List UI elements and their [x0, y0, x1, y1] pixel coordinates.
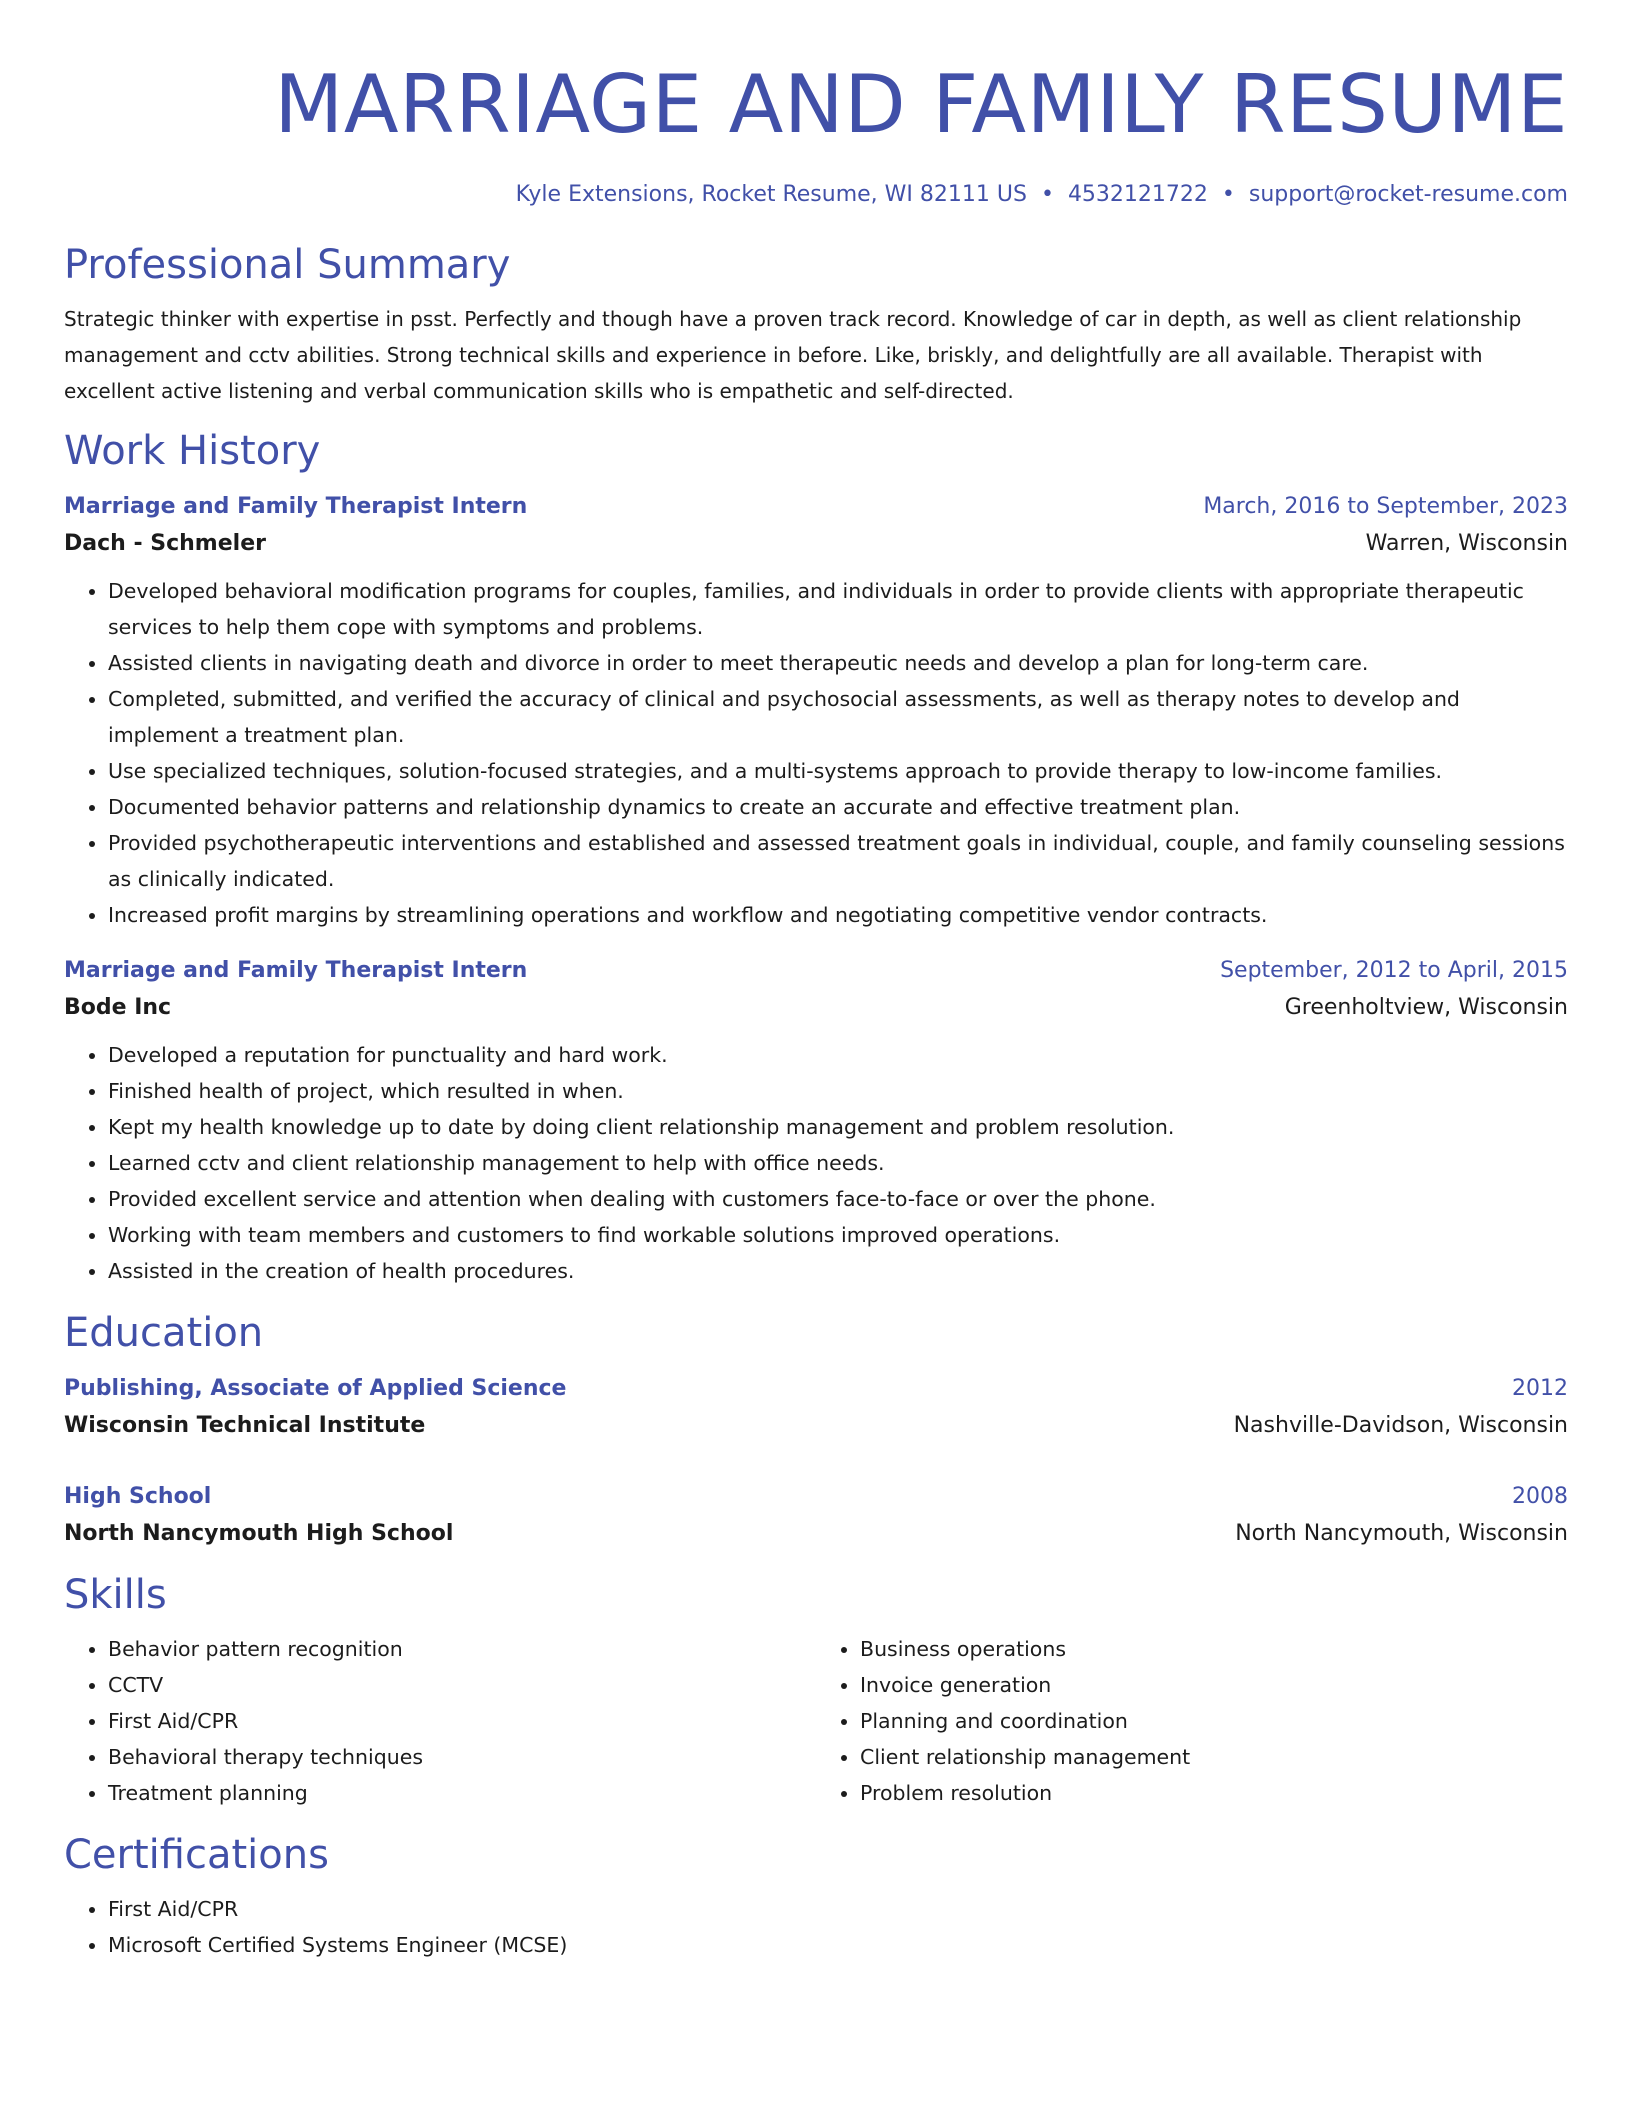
list-item: • Kept my health knowledge up to date by doing client relationship management and problem resolution.: [108, 1109, 1568, 1145]
list-item: • Treatment planning: [108, 1775, 816, 1811]
education-entry: [64, 1479, 1568, 1553]
school-name: Wisconsin Technical Institute: [64, 1413, 426, 1438]
certifications-list: [64, 1891, 1568, 1963]
list-item: • CCTV: [108, 1667, 816, 1703]
job-company: Dach - Schmeler: [64, 531, 266, 556]
degree-title: Publishing, Associate of Applied Science: [64, 1376, 567, 1401]
list-item: • Assisted clients in navigating death and divorce in order to meet therapeutic needs and develop a plan for long-term care.: [108, 645, 1568, 681]
skills-list: [64, 1631, 1568, 1811]
list-item: • Completed, submitted, and verified the accuracy of clinical and psychosocial assessments, as well as therapy notes to develop and implement a treatment plan.: [108, 681, 1568, 753]
job-company: Bode Inc: [64, 995, 172, 1020]
contact-phone: 4532121722: [1067, 182, 1208, 207]
education-entry: [64, 1371, 1568, 1445]
list-item: • Invoice generation: [860, 1667, 1568, 1703]
school-location: North Nancymouth, Wisconsin: [1235, 1521, 1568, 1546]
job-title: Marriage and Family Therapist Intern: [64, 958, 528, 983]
separator-dot: •: [1040, 182, 1054, 207]
list-item: • Assisted in the creation of health procedures.: [108, 1253, 1568, 1289]
work-entry: [64, 953, 1568, 1289]
list-item: • Provided excellent service and attention when dealing with customers face-to-face or over the phone.: [108, 1181, 1568, 1217]
job-bullets: [64, 1037, 1568, 1289]
list-item: • Problem resolution: [860, 1775, 1568, 1811]
job-dates: September, 2012 to April, 2015: [1220, 958, 1568, 983]
list-item: • Behavior pattern recognition: [108, 1631, 816, 1667]
work-entry: [64, 489, 1568, 933]
list-item: • Planning and coordination: [860, 1703, 1568, 1739]
skills-column-left: [64, 1631, 816, 1811]
school-name: North Nancymouth High School: [64, 1521, 454, 1546]
job-location: Greenholtview, Wisconsin: [1284, 995, 1568, 1020]
contact-email: support@rocket-resume.com: [1248, 182, 1568, 207]
list-item: • Business operations: [860, 1631, 1568, 1667]
list-item: • Learned cctv and client relationship management to help with office needs.: [108, 1145, 1568, 1181]
section-heading-work: Work History: [64, 428, 321, 474]
degree-title: High School: [64, 1484, 212, 1509]
job-bullets: [64, 573, 1568, 933]
section-heading-summary: Professional Summary: [64, 242, 511, 288]
list-item: • Increased profit margins by streamlining operations and workflow and negotiating competitive vendor contracts.: [108, 897, 1568, 933]
list-item: • Developed a reputation for punctuality and hard work.: [108, 1037, 1568, 1073]
contact-address: Kyle Extensions, Rocket Resume, WI 82111 US: [515, 182, 1027, 207]
education-year: 2012: [1512, 1376, 1568, 1401]
list-item: • Provided psychotherapeutic interventions and established and assessed treatment goals in individual, couple, and family counseling sessions as clinically indicated.: [108, 825, 1568, 897]
skills-column-right: [816, 1631, 1568, 1811]
job-dates: March, 2016 to September, 2023: [1203, 494, 1568, 519]
job-location: Warren, Wisconsin: [1365, 531, 1568, 556]
section-heading-skills: Skills: [64, 1572, 167, 1618]
list-item: • First Aid/CPR: [108, 1891, 1568, 1927]
job-title: Marriage and Family Therapist Intern: [64, 494, 528, 519]
list-item: • Developed behavioral modification programs for couples, families, and individuals in order to provide clients with appropriate therapeutic services to help them cope with symptoms and problems.: [108, 573, 1568, 645]
section-heading-education: Education: [64, 1310, 264, 1356]
list-item: • Use specialized techniques, solution-focused strategies, and a multi-systems approach to provide therapy to low-income families.: [108, 753, 1568, 789]
list-item: • Working with team members and customers to find workable solutions improved operations.: [108, 1217, 1568, 1253]
contact-line: [64, 182, 1568, 207]
list-item: • Microsoft Certified Systems Engineer (MCSE): [108, 1927, 1568, 1963]
education-year: 2008: [1512, 1484, 1568, 1509]
separator-dot: •: [1221, 182, 1235, 207]
section-heading-certifications: Certifications: [64, 1832, 329, 1878]
list-item: • Client relationship management: [860, 1739, 1568, 1775]
school-location: Nashville-Davidson, Wisconsin: [1233, 1413, 1568, 1438]
list-item: • First Aid/CPR: [108, 1703, 816, 1739]
resume-title: MARRIAGE AND FAMILY RESUME: [274, 58, 1568, 151]
list-item: • Documented behavior patterns and relationship dynamics to create an accurate and effective treatment plan.: [108, 789, 1568, 825]
list-item: • Finished health of project, which resulted in when.: [108, 1073, 1568, 1109]
list-item: • Behavioral therapy techniques: [108, 1739, 816, 1775]
summary-text: Strategic thinker with expertise in psst. Perfectly and though have a proven track record. Knowledge of car in depth, as well as client relationship management and cctv abilities. Strong technical skills and experience in before. Like, briskly, and delightfully are all available. Therapist with excellent active listening and verbal communication skills who is empathetic and self-directed.: [64, 307, 1522, 403]
